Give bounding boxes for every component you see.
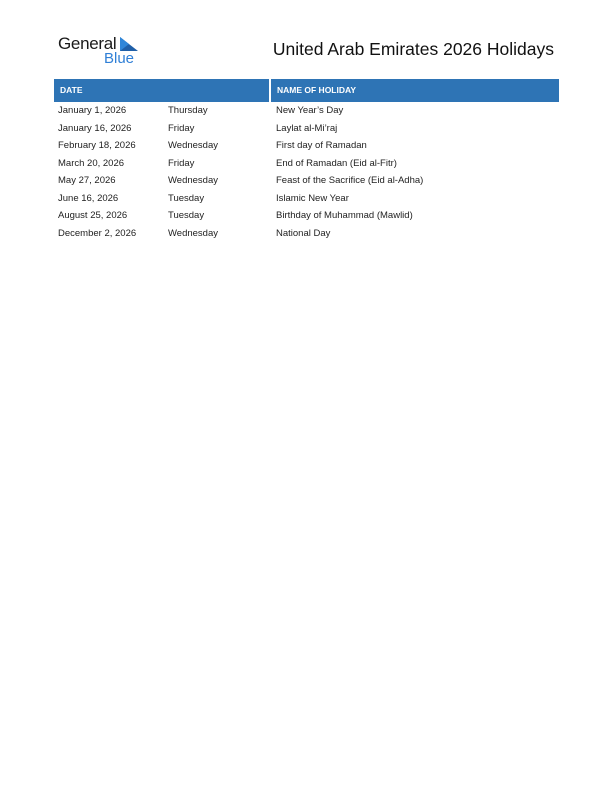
holiday-name: End of Ramadan (Eid al-Fitr) (276, 157, 397, 169)
holiday-name: Laylat al-Mi’raj (276, 122, 338, 134)
holiday-date: February 18, 2026 (58, 140, 136, 151)
table-row (54, 190, 559, 208)
table-row (54, 172, 559, 190)
holiday-name-column-header: NAME OF HOLIDAY (271, 79, 559, 102)
table-header (54, 79, 559, 102)
holiday-date: January 1, 2026 (58, 105, 127, 116)
holiday-name: Feast of the Sacrifice (Eid al-Adha) (276, 175, 424, 186)
holiday-weekday: Tuesday (168, 192, 205, 204)
holiday-weekday: Wednesday (168, 140, 218, 151)
holiday-date: March 20, 2026 (58, 157, 125, 169)
table-row (54, 207, 559, 225)
table-row (54, 102, 559, 120)
holiday-name: National Day (276, 227, 331, 239)
holiday-date: August 25, 2026 (58, 210, 128, 221)
holiday-table (54, 79, 559, 242)
holiday-name: Islamic New Year (276, 192, 349, 204)
holiday-name: New Year’s Day (276, 105, 344, 116)
table-row (54, 137, 559, 155)
table-row (54, 155, 559, 173)
holiday-date: January 16, 2026 (58, 122, 132, 134)
holiday-name: First day of Ramadan (276, 140, 367, 151)
holiday-name: Birthday of Muhammad (Mawlid) (276, 210, 413, 221)
triangle-flag-icon (120, 37, 138, 51)
page-title: United Arab Emirates 2026 Holidays (272, 39, 554, 59)
table-row (54, 225, 559, 243)
holiday-weekday: Thursday (168, 105, 208, 116)
holiday-weekday: Wednesday (168, 175, 218, 186)
logo-general-text: General (58, 34, 117, 53)
logo-blue-text: Blue (104, 50, 135, 67)
date-column-header: DATE (54, 79, 269, 102)
holiday-date: June 16, 2026 (58, 192, 119, 204)
holiday-date: May 27, 2026 (58, 175, 116, 186)
holiday-weekday: Friday (168, 122, 195, 134)
holiday-weekday: Friday (168, 157, 195, 169)
table-body (54, 102, 559, 242)
brand-logo (58, 34, 148, 68)
table-row (54, 120, 559, 138)
holiday-weekday: Wednesday (168, 227, 218, 239)
holiday-date: December 2, 2026 (58, 227, 137, 239)
holiday-weekday: Tuesday (168, 210, 205, 221)
